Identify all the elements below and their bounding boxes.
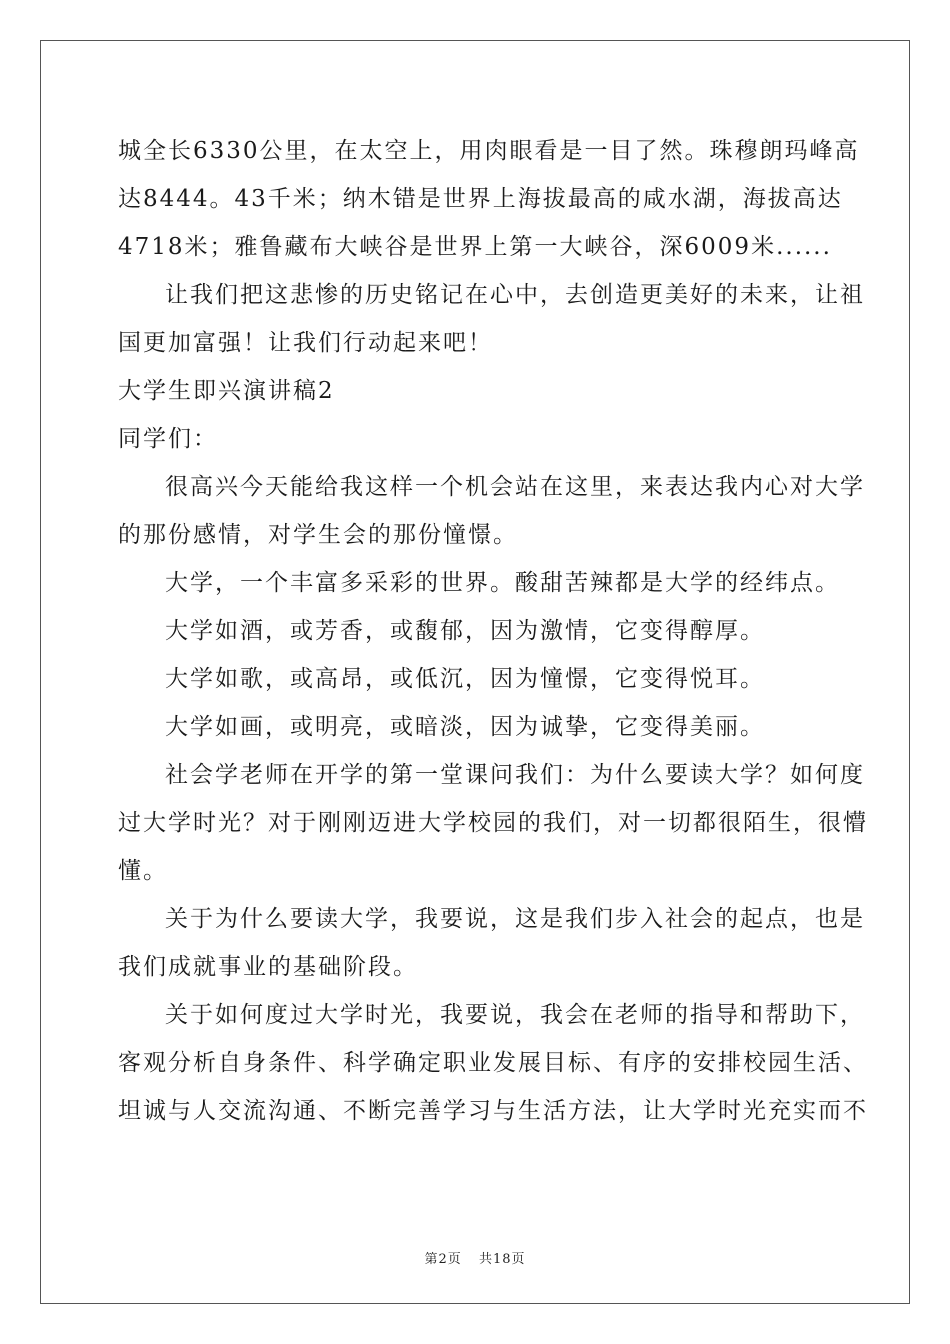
page-footer [0,1248,950,1267]
page-number: 第2页 [424,1252,462,1267]
paragraph-start-line: 社会学老师在开学的第一堂课问我们：为什么要读大学？如何度 [165,762,865,788]
text-line: 懂。 [118,858,168,884]
salutation: 同学们： [118,426,218,452]
text-line: 城全长6330公里，在太空上，用肉眼看是一目了然。珠穆朗玛峰高 [118,138,860,164]
text-line: 坦诚与人交流沟通、不断完善学习与生活方法，让大学时光充实而不 [118,1098,868,1124]
text-line: 4718米；雅鲁藏布大峡谷是世界上第一大峡谷，深6009米...... [118,234,832,260]
text-line: 过大学时光？对于刚刚迈进大学校园的我们，对一切都很陌生，很懵 [118,810,868,836]
text-line: 国更加富强！让我们行动起来吧！ [118,330,493,356]
text-line: 客观分析自身条件、科学确定职业发展目标、有序的安排校园生活、 [118,1050,868,1076]
paragraph-start-line: 让我们把这悲惨的历史铭记在心中，去创造更美好的未来，让祖 [165,282,865,308]
document-body [118,127,868,1135]
paragraph-start-line: 关于为什么要读大学，我要说，这是我们步入社会的起点，也是 [165,906,865,932]
text-line: 达8444。43千米；纳木错是世界上海拔最高的咸水湖，海拔高达 [118,186,843,212]
paragraph-start-line: 很高兴今天能给我这样一个机会站在这里，来表达我内心对大学 [165,474,865,500]
paragraph-start-line: 关于如何度过大学时光，我要说，我会在老师的指导和帮助下， [165,1002,865,1028]
text-line: 我们成就事业的基础阶段。 [118,954,418,980]
paragraph-start-line: 大学，一个丰富多采彩的世界。酸甜苦辣都是大学的经纬点。 [165,570,840,596]
paragraph-start-line: 大学如画，或明亮，或暗淡，因为诚挚，它变得美丽。 [165,714,765,740]
paragraph-start-line: 大学如歌，或高昂，或低沉，因为憧憬，它变得悦耳。 [165,666,765,692]
page-total: 共18页 [478,1252,526,1267]
section-heading: 大学生即兴演讲稿2 [118,378,335,404]
text-line: 的那份感情，对学生会的那份憧憬。 [118,522,518,548]
paragraph-start-line: 大学如酒，或芳香，或馥郁，因为激情，它变得醇厚。 [165,618,765,644]
